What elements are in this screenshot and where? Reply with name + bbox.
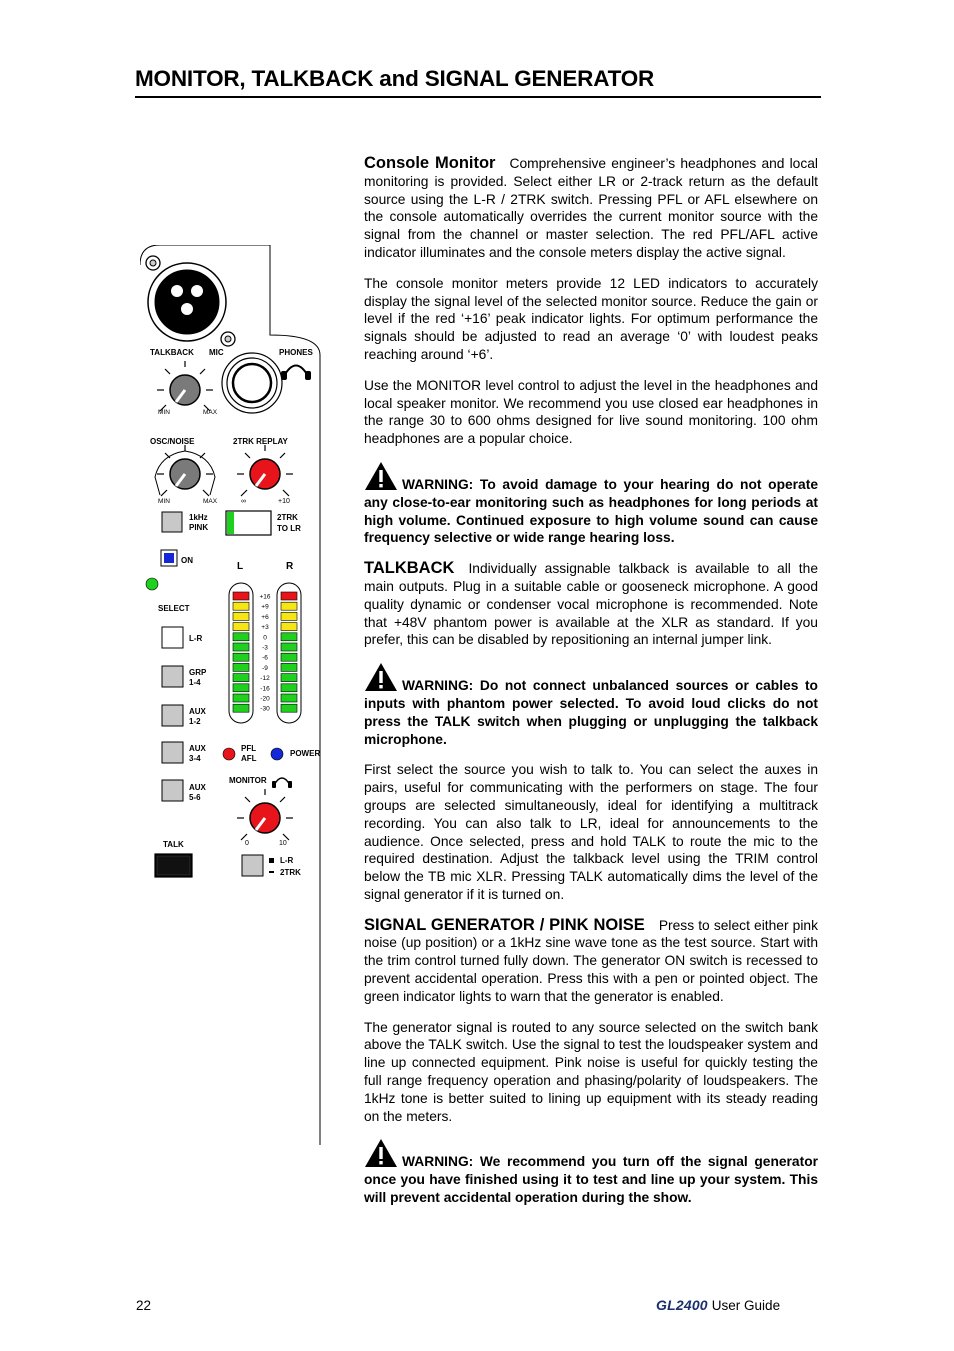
meter-scale-label: +16 — [259, 593, 271, 601]
meter-scale — [259, 594, 270, 713]
aux56-range-label: 5-6 — [189, 793, 201, 802]
console-monitor-p2: The console monitor meters provide 12 LED indicators to accurately display the signal level of the selected monitor source. Reduce the gain or level if the red ‘+16’ peak indicator lights. For optimum performance the signals should be adjusted to read an average ‘0’ with loudest peaks reaching around ‘+6’. — [364, 275, 818, 362]
signal-generator-p2: The generator signal is routed to any source selected on the switch bank above the TALK switch. Use the signal to test the loudspeaker system and line up connected equipment. Pink noise is useful for quickly testing the full range frequency operation and phasing/polarity of loudspeakers. The 1kHz tone is better suited to lining up equipment with its steady reading on the meters. — [364, 1019, 818, 1124]
power-label: POWER — [290, 749, 321, 758]
meter-scale-label: -30 — [260, 705, 270, 713]
phantom-warning-text: WARNING: Do not connect unbalanced sources or cables to inputs with phantom power selected. To avoid loud clicks do not press the TALK switch when plugging or unplugging the talkback microphone. — [364, 678, 818, 747]
khz-label: 1kHz — [189, 513, 208, 522]
meter-l-led-1 — [233, 602, 249, 610]
replay-level-knob[interactable] — [237, 445, 293, 496]
meter-scale-label: -9 — [262, 664, 268, 672]
plus10-label: +10 — [278, 498, 290, 505]
pfl-label: PFL — [241, 744, 257, 753]
pink-tone-switch[interactable] — [162, 512, 182, 532]
meter-scale-label: -20 — [260, 695, 270, 703]
meter-scale-label: -16 — [260, 685, 270, 693]
talkback-label: TALKBACK — [150, 348, 194, 357]
pink-label: PINK — [189, 523, 209, 532]
monitor-ten-label: 10 — [279, 840, 287, 847]
console-monitor-heading: Console Monitor — [364, 154, 496, 172]
grp-label: GRP — [189, 668, 207, 677]
monitor-panel-illustration — [140, 245, 340, 1145]
warning-icon — [364, 662, 398, 692]
osc-min-label: MIN — [158, 498, 170, 505]
aux34-label: AUX — [189, 744, 206, 753]
osc-noise-label: OSC/NOISE — [150, 437, 195, 446]
warning-icon — [364, 461, 398, 491]
meter-l-led-4 — [233, 633, 249, 641]
on-label: ON — [181, 556, 193, 565]
pfl-afl-led — [223, 748, 235, 760]
select-lr-label: L-R — [189, 634, 203, 643]
osc-level-knob[interactable] — [157, 445, 213, 496]
meter-scale-label: +9 — [261, 603, 269, 611]
source-2trk-label: 2TRK — [280, 868, 301, 877]
page-number: 22 — [136, 1298, 152, 1313]
meter-l-led-2 — [233, 612, 249, 620]
meter-r-led-1 — [281, 602, 297, 610]
aux12-range-label: 1-2 — [189, 717, 201, 726]
meter-l-led-0 — [233, 592, 249, 600]
aux34-range-label: 3-4 — [189, 754, 201, 763]
monitor-level-knob[interactable] — [237, 789, 293, 840]
footer-guide — [656, 1297, 780, 1313]
meter-l-led-3 — [233, 623, 249, 631]
meter-scale-label: -6 — [262, 654, 268, 662]
talkback-p1: Individually assignable talkback is available to all the main outputs. Plug in a suitable cable or gooseneck microphone. A good quality dynamic or condenser vocal microphone is recommended. Note that +48V phantom power is available at the XLR as standard. If you prefer, this can be disabled by repositioning an internal jumper link. — [364, 561, 818, 648]
generator-warning — [364, 1138, 818, 1206]
phones-label: PHONES — [279, 348, 313, 357]
talkback-trim-knob[interactable] — [157, 361, 213, 411]
osc-max-label: MAX — [203, 498, 218, 505]
min-label: MIN — [158, 409, 170, 416]
grp-range-label: 1-4 — [189, 678, 201, 687]
source-lr-label: L-R — [280, 856, 294, 865]
meter-r-led-0 — [281, 592, 297, 600]
meter-l-label: L — [237, 561, 244, 572]
meter-scale-label: -12 — [260, 675, 270, 683]
talkback-intro — [364, 560, 818, 649]
brand-logo: GL2400 — [656, 1297, 708, 1313]
signal-generator-p1: Press to select either pink noise (up position) or a 1kHz sine wave tone as the test source. Start with the trim control turned fully down. The generator ON switch is recessed to prevent accidental operation. Press this with a pen or pointed object. The green indicator lights to warn that the generator is enabled. — [364, 917, 818, 1004]
warning-icon — [364, 1138, 398, 1168]
monitor-zero-label: 0 — [245, 840, 249, 847]
max-label: MAX — [203, 409, 218, 416]
talkback-heading: TALKBACK — [364, 559, 455, 578]
meter-r-led-4 — [281, 633, 297, 641]
console-monitor-p1: Comprehensive engineer’s headphones and local monitoring is provided. Select either LR or 2-track return as the default source using the L-R / 2TRK switch. Pressing PFL or AFL elsewhere on the console automatically overrides the current monitor source with the signal from the channel or master selection. The red PFL/AFL active indicator illuminates and the console meters display the active signal. — [364, 156, 818, 260]
select-aux34-switch[interactable] — [162, 742, 183, 763]
meter-r-led-2 — [281, 612, 297, 620]
meter-r-led-6 — [281, 653, 297, 661]
meter-scale-label: +3 — [261, 624, 269, 632]
signal-generator-heading: SIGNAL GENERATOR / PINK NOISE — [364, 915, 645, 934]
2trk-label: 2TRK — [277, 513, 298, 522]
hearing-warning-text: WARNING: To avoid damage to your hearing do not operate any close-to-ear monitoring such as headphones for long periods at high volume. Continued exposure to high volume sound can cause frequency selective or wide range hearing loss. — [364, 476, 818, 546]
aux12-label: AUX — [189, 707, 206, 716]
talk-label: TALK — [163, 840, 184, 849]
infinity-label: ∞ — [241, 498, 246, 505]
meter-scale-label: 0 — [263, 634, 267, 642]
meter-scale-label: +6 — [261, 613, 269, 621]
page-title: MONITOR, TALKBACK and SIGNAL GENERATOR — [135, 66, 655, 91]
console-monitor-p3: Use the MONITOR level control to adjust the level in the headphones and local speaker monitor. We recommend you use closed ear headphones in the range 30 to 600 ohms designed for live sound monitoring. 100 ohm headphones are a popular choice. — [364, 377, 818, 447]
meter-l-led-7 — [233, 663, 249, 671]
meter-l-led-9 — [233, 684, 249, 692]
title-rule — [135, 96, 821, 98]
talkback-p2: First select the source you wish to talk to. You can select the auxes in pairs, useful for communicating with the performers on stage. The four groups are selected simultaneously, ideal for identifying a multitrack recording. You can also talk to LR, ideal for announcements to the audience. Once selected, press and hold TALK to route the mic to the required destination. Adjust the talkback level using the TRIM control below the TB mic XLR. Pressing TALK automatically dims the level of the signal generator if it is turned on. — [364, 762, 818, 902]
headphones-icon — [281, 366, 311, 381]
meter-r-led-7 — [281, 663, 297, 671]
meter-l-led-6 — [233, 653, 249, 661]
mic-label: MIC — [209, 348, 224, 357]
phones-jack-icon — [222, 353, 282, 413]
aux56-label: AUX — [189, 783, 206, 792]
monitor-label: MONITOR — [229, 776, 267, 785]
meter-r-led-9 — [281, 684, 297, 692]
meter-scale-label: -3 — [262, 644, 268, 652]
to-lr-label: TO LR — [277, 524, 301, 533]
signal-generator-intro — [364, 917, 818, 1006]
meter-l-led-8 — [233, 674, 249, 682]
power-led — [271, 748, 283, 760]
phantom-warning — [364, 662, 818, 748]
replay-label: 2TRK REPLAY — [233, 437, 288, 446]
meter-r-led-3 — [281, 623, 297, 631]
text-column — [364, 155, 818, 1220]
generator-warning-text: WARNING: We recommend you turn off the signal generator once you have finished using it to test and line up your system. This will prevent accidental operation during the show. — [364, 1154, 818, 1206]
monitor-source-switch[interactable] — [242, 855, 263, 876]
monitor-headphones-icon — [272, 778, 292, 788]
select-grp-switch[interactable] — [162, 666, 183, 687]
meter-r-led-5 — [281, 643, 297, 651]
meter-l-led-10 — [233, 694, 249, 702]
meter-r-led-10 — [281, 694, 297, 702]
select-lr-switch[interactable] — [162, 627, 183, 648]
meter-l-led-11 — [233, 704, 249, 712]
select-label: SELECT — [158, 604, 190, 613]
meter-r-label: R — [286, 561, 294, 572]
console-monitor-intro — [364, 155, 818, 262]
select-aux56-switch[interactable] — [162, 780, 183, 801]
afl-label: AFL — [241, 754, 257, 763]
guide-label: User Guide — [711, 1298, 781, 1313]
meter-l-led-5 — [233, 643, 249, 651]
hearing-warning — [364, 461, 818, 547]
select-aux12-switch[interactable] — [162, 705, 183, 726]
2trk-indicator-led — [227, 512, 234, 534]
meter-r-led-8 — [281, 674, 297, 682]
generator-on-led — [146, 578, 158, 590]
meter-r-led-11 — [281, 704, 297, 712]
